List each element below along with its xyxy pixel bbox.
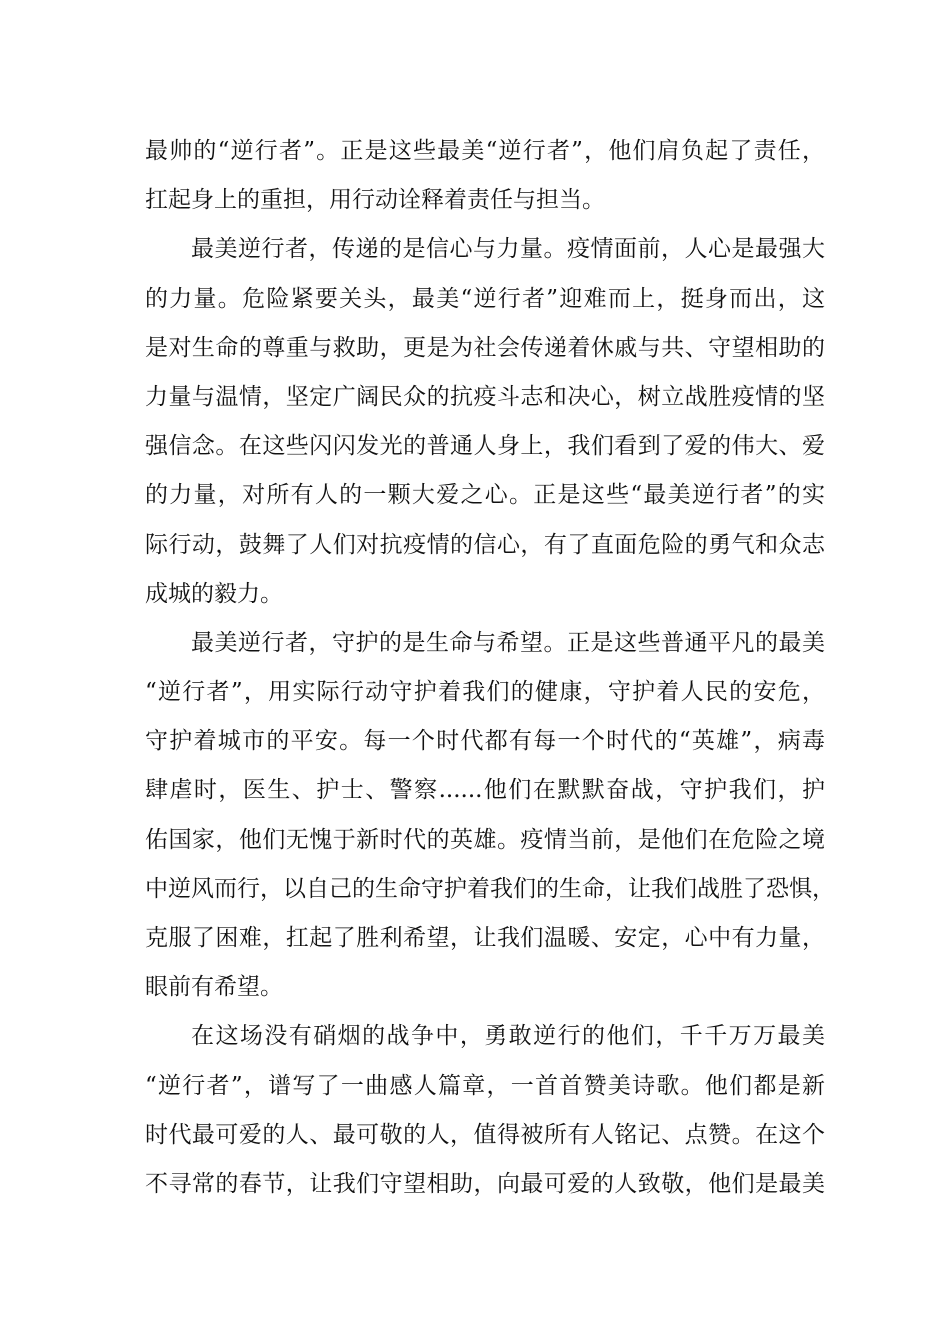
text-line: 时代最可爱的人、最可敬的人，值得被所有人铭记、点赞。在这个 bbox=[145, 1121, 825, 1148]
text-line: 中逆风而行，以自己的生命守护着我们的生命，让我们战胜了恐惧， bbox=[145, 875, 835, 902]
text-line: 扛起身上的重担，用行动诠释着责任与担当。 bbox=[145, 187, 605, 214]
text-line: 最美逆行者，传递的是信心与力量。疫情面前，人心是最强大 bbox=[191, 236, 825, 263]
text-line: 的力量。危险紧要关头，最美“逆行者”迎难而上，挺身而出，这 bbox=[145, 285, 825, 312]
text-line: 克服了困难，扛起了胜利希望，让我们温暖、安定，心中有力量， bbox=[145, 925, 825, 951]
text-line: 最美逆行者，守护的是生命与希望。正是这些普通平凡的最美 bbox=[191, 629, 825, 656]
text-line: “逆行者”，用实际行动守护着我们的健康，守护着人民的安危， bbox=[145, 679, 825, 706]
text-line: 佑国家，他们无愧于新时代的英雄。疫情当前，是他们在危险之境 bbox=[145, 826, 825, 853]
text-line: 成城的毅力。 bbox=[145, 580, 283, 607]
text-line: 的力量，对所有人的一颗大爱之心。正是这些“最美逆行者”的实 bbox=[145, 482, 825, 509]
text-line: 肆虐时，医生、护士、警察......他们在默默奋战，守护我们，护 bbox=[145, 777, 825, 804]
text-line: 最帅的“逆行者”。正是这些最美“逆行者”，他们肩负起了责任， bbox=[145, 138, 825, 164]
text-line: 是对生命的尊重与救助，更是为社会传递着休戚与共、守望相助的 bbox=[145, 334, 825, 361]
paragraph-2 bbox=[145, 225, 825, 619]
text-line: “逆行者”，谱写了一曲感人篇章，一首首赞美诗歌。他们都是新 bbox=[145, 1072, 825, 1099]
text-line: 力量与温情，坚定广阔民众的抗疫斗志和决心，树立战胜疫情的坚 bbox=[145, 383, 825, 410]
text-line: 不寻常的春节，让我们守望相助，向最可爱的人致敬，他们是最美 bbox=[145, 1170, 825, 1197]
text-line: 强信念。在这些闪闪发光的普通人身上，我们看到了爱的伟大、爱 bbox=[145, 433, 825, 460]
paragraph-3 bbox=[145, 619, 835, 1013]
text-line: 际行动，鼓舞了人们对抗疫情的信心，有了直面危险的勇气和众志 bbox=[145, 531, 825, 558]
document-body bbox=[145, 127, 835, 1209]
paragraph-4 bbox=[145, 1012, 825, 1209]
paragraph-1 bbox=[145, 127, 825, 225]
text-line: 在这场没有硝烟的战争中，勇敢逆行的他们，千千万万最美 bbox=[191, 1023, 825, 1050]
text-line: 眼前有希望。 bbox=[145, 974, 283, 1001]
text-line: 守护着城市的平安。每一个时代都有每一个时代的“英雄”，病毒 bbox=[145, 728, 825, 755]
